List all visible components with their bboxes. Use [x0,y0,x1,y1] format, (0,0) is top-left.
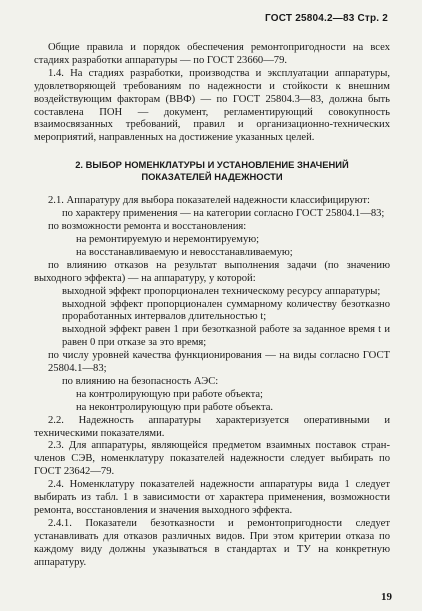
section-heading-line2: ПОКАЗАТЕЛЕЙ НАДЕЖНОСТИ [141,171,283,183]
list-item: выходной эффект пропорционален суммарному количеству безотказно проработанных интервалов длительностью t; [62,298,390,323]
list-item: на восстанавливаемую и невосстанавливаемую; [76,246,293,258]
standard-number: ГОСТ 25804.2—83 [265,13,355,24]
list-item: выходной эффект равен 1 при безотказной работе за заданное время t и равен 0 при отказе за это время; [62,324,390,349]
page-number: 19 [381,591,392,603]
list-item: на ремонтируемую и неремонтируемую; [76,233,260,245]
paragraph-2-4: 2.4. Номенклатуру показателей надежности аппаратуры вида 1 следует выбирать из табл. 1 в зависимости от характера применения, возможности ремонта, восстановления и значения выходного эффекта. [34,479,390,516]
page-header [265,13,388,24]
paragraph-2-2: 2.2. Надежность аппаратуры характеризуется оперативными и техническими показателями. [34,414,390,439]
paragraph-2-4-1: 2.4.1. Показатели безотказности и ремонтопригодности следует устанавливать для отказов различных видов. При этом критерии отказа по каждому виду должны указываться в стандартах и ТУ на конкретную аппаратуру. [34,517,390,568]
section-heading [34,159,390,183]
list-item: по числу уровней качества функционирования — на виды согласно ГОСТ 25804.1—83; [48,350,390,375]
document-body [34,42,390,570]
list-item: по возможности ремонта и восстановления: [48,221,247,233]
paragraph-2-3: 2.3. Для аппаратуры, являющейся предметом взаимных поставок стран-членов СЭВ, номенклатуру показателей надежности следует выбирать по ГОСТ 23642—79. [34,440,390,478]
paragraph-1-4: 1.4. На стадиях разработки, производства и эксплуатации аппаратуры, удовлетворяющей требованиям по надежности и стойкости к внешним воздействующим факторам (ВВФ) — по ГОСТ 25804.3—83, должна быть составлена ПОН — документ, регламентирующий совокупность взаимосвязанных требований, правил и организационно-технических мероприятий, направленных на достижение указанных целей. [34,67,390,144]
section-heading-line1: 2. ВЫБОР НОМЕНКЛАТУРЫ И УСТАНОВЛЕНИЕ ЗНАЧЕНИЙ [75,159,349,171]
paragraph-2-1: 2.1. Аппаратуру для выбора показателей надежности классифицируют: [48,195,370,207]
list-item: выходной эффект пропорционален техническому ресурсу аппаратуры; [62,285,381,297]
list-item: по влиянию отказов на результат выполнения задачи (по значению выходного эффекта) — на аппаратуру, у которой: [34,259,390,284]
list-item: по влиянию на безопасность АЭС: [62,375,219,387]
page-label: Стр. 2 [357,13,388,24]
list-item: на неконтролирующую при работе объекта. [76,401,274,413]
list-item: на контролирующую при работе объекта; [76,388,263,400]
paragraph-general-rules: Общие правила и порядок обеспечения ремонтопригодности на всех стадиях разработки аппаратуры — по ГОСТ 23660—79. [34,42,390,66]
list-item: по характеру применения — на категории согласно ГОСТ 25804.1—83; [62,208,385,220]
